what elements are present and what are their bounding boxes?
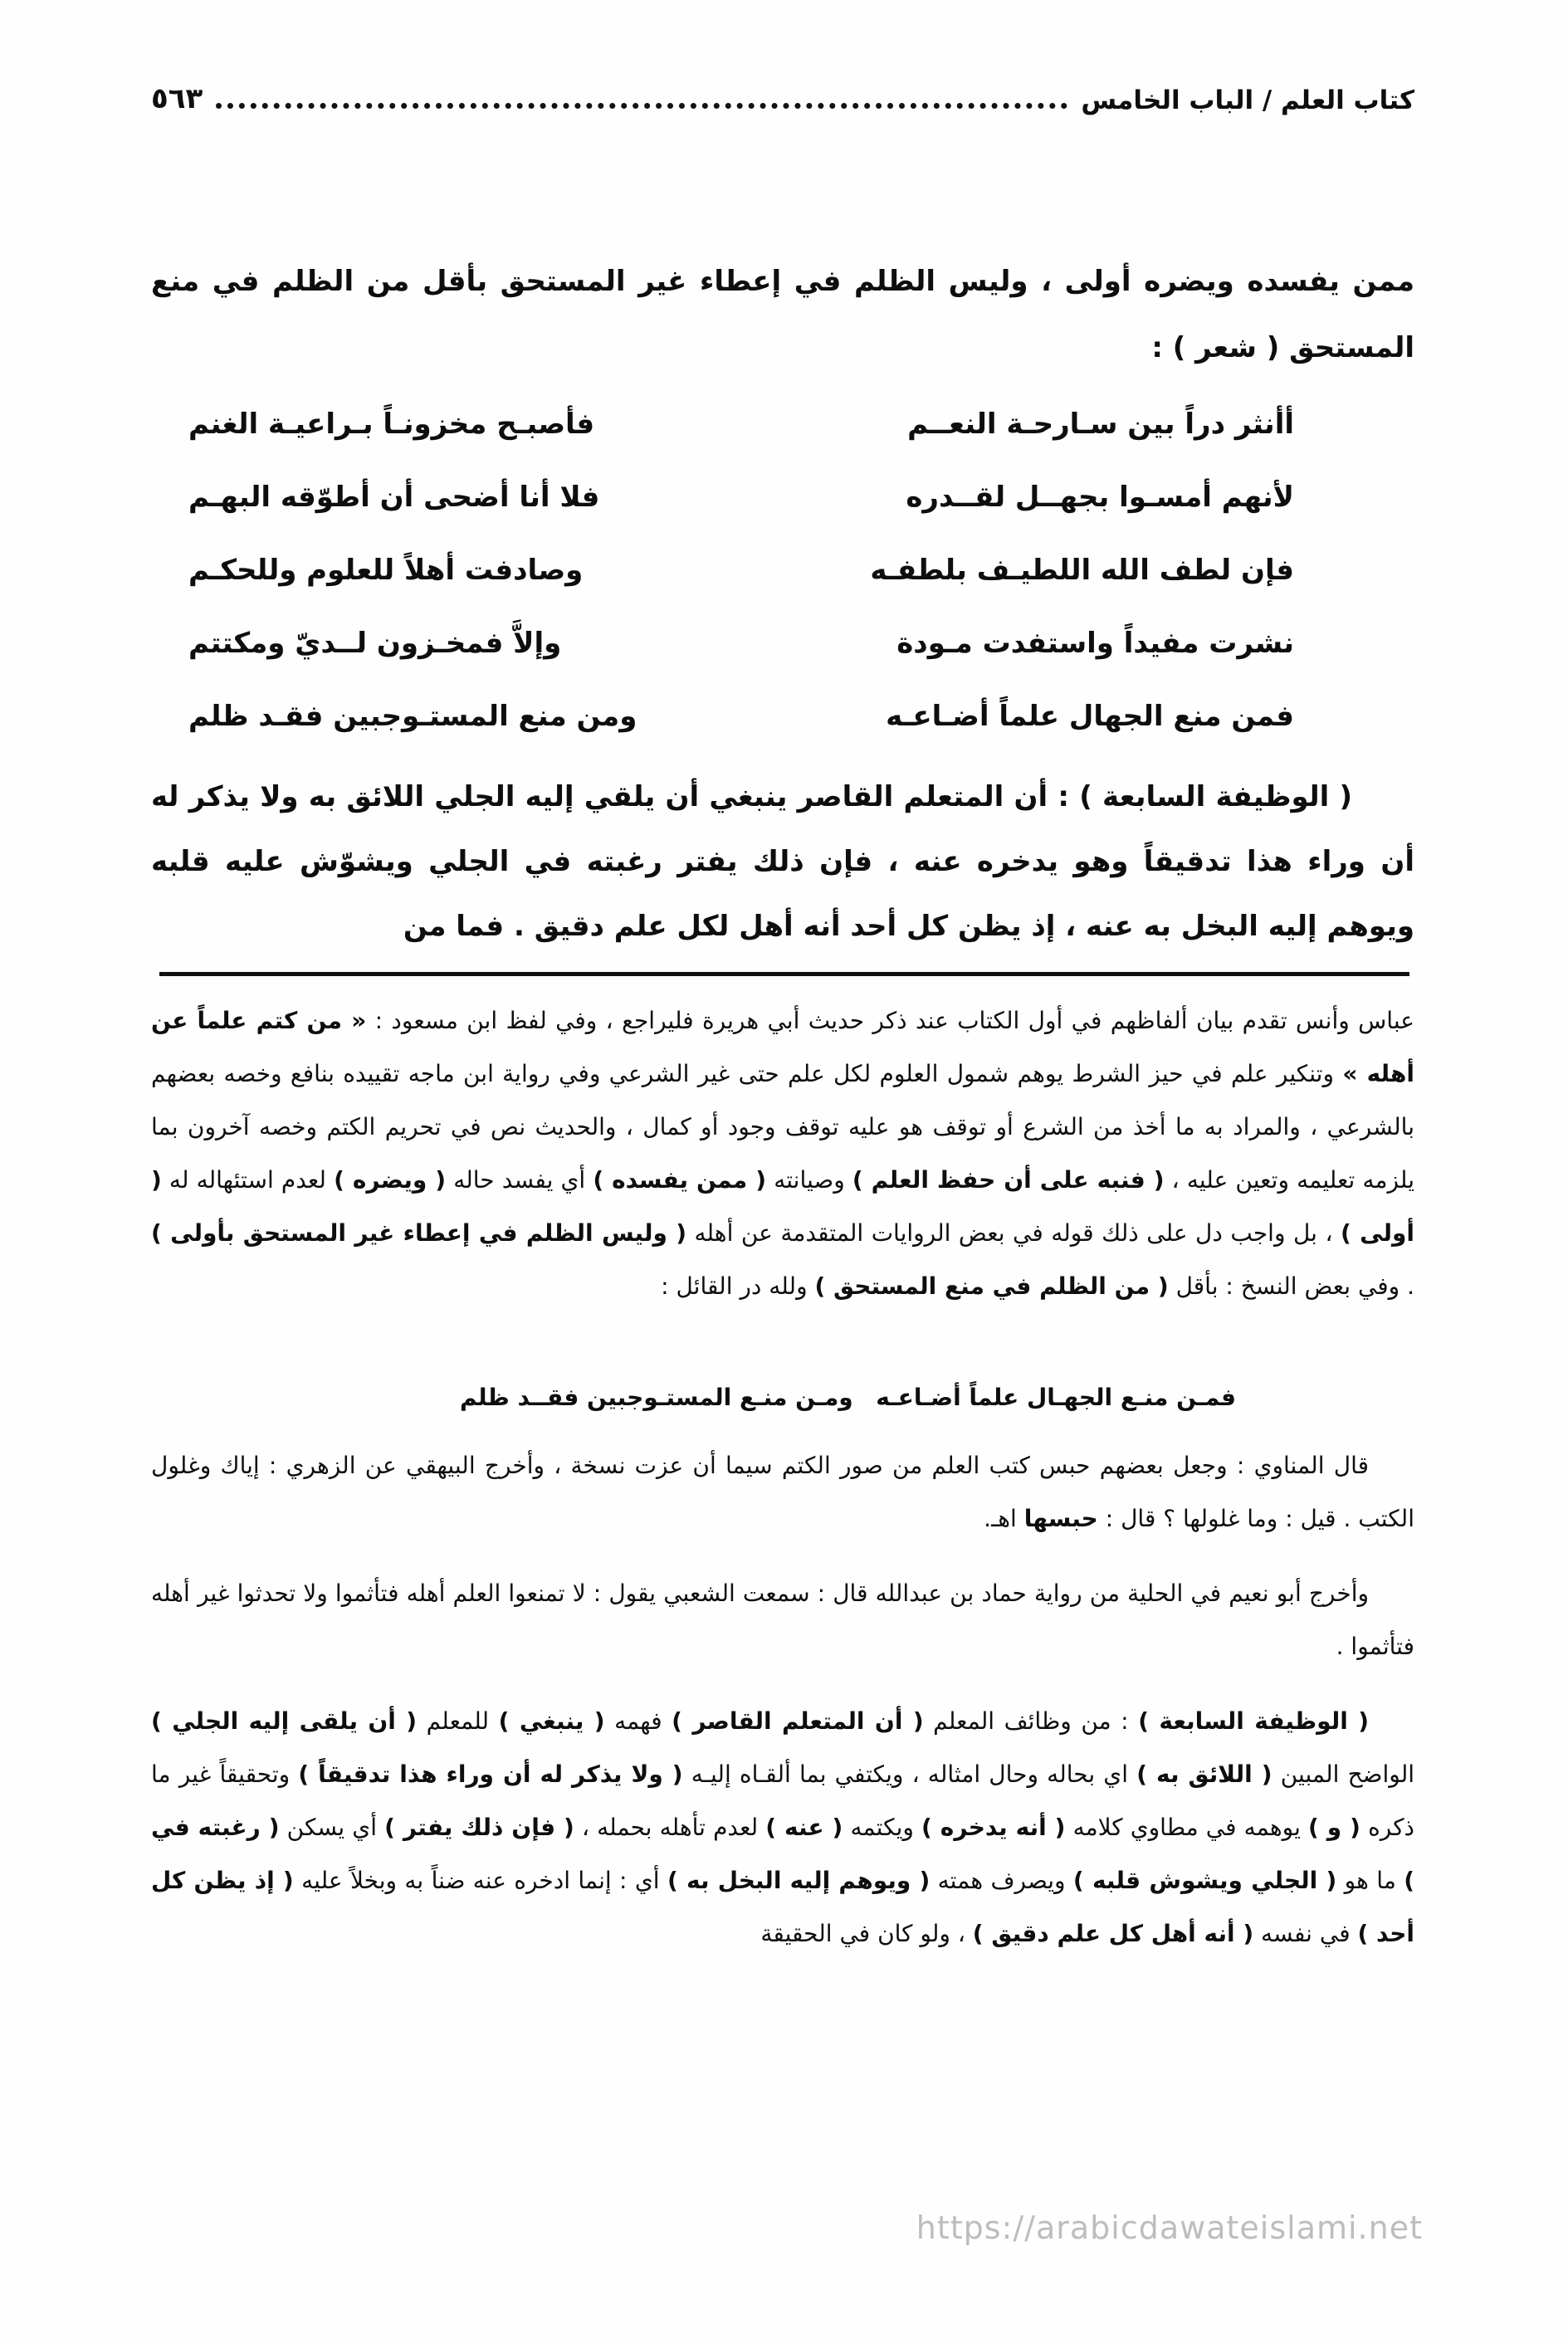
page-number: ٥٦٣	[151, 82, 203, 115]
text-segment: ( أولى )	[151, 1166, 1414, 1247]
text-segment: ( ممن يفسده )	[593, 1166, 767, 1194]
text-segment: ( أنه أهل كل علم دقيق )	[972, 1920, 1254, 1947]
text-segment: لعدم استئهاله له	[161, 1166, 335, 1194]
commentary-verse	[460, 1371, 1236, 1424]
page-content	[151, 0, 1414, 1961]
poetry-couplet	[188, 534, 1294, 607]
text-segment: ، بل واجب دل على ذلك قوله في بعض الروايات المتقدمة عن أهله	[686, 1219, 1341, 1247]
text-segment: ( رغبته في )	[151, 1814, 1414, 1894]
text-segment: فهمه	[604, 1707, 672, 1735]
watermark-url: https://arabicdawateislami.net	[916, 2210, 1423, 2246]
text-segment: ( الوظيفة السابعة )	[1079, 780, 1352, 813]
text-segment: عباس وأنس تقدم بيان ألفاظهم في أول الكتاب عند ذكر حديث أبي هريرة فليراجع ، وفي لفظ ابن مسعود :	[366, 1007, 1414, 1034]
text-segment: ( الوظيفة السابعة )	[1138, 1707, 1370, 1735]
text-segment: ( فنبه على أن حفظ العلم )	[852, 1166, 1165, 1194]
dotted-leader	[216, 102, 1067, 109]
text-segment: . وفي بعض النسخ : بأقل	[1168, 1272, 1414, 1300]
text-segment: أي يسكن	[279, 1814, 385, 1841]
text-segment: : أن المتعلم القاصر ينبغي أن يلقي إليه الجلي اللائق به ولا يذكر له أن وراء هذا تدقيقاً وهو يدخره عنه ، فإن ذلك يفتر رغبته في الجلي ويشوّش عليه قلبه ويوهم إليه البخل به عنه ، إذ يظن كل أحد أنه أهل لكل علم دقيق . فما من	[151, 780, 1414, 943]
poetry-couplet	[188, 461, 1294, 534]
text-segment: ( إذ يظن كل أحد )	[151, 1867, 1414, 1947]
text-segment: ( فإن ذلك يفتر )	[384, 1814, 574, 1841]
text-segment: ( من الظلم في منع المستحق )	[814, 1272, 1169, 1300]
hemistich-left: ومـن منـع المستـوجبين فقــد ظلم	[460, 1384, 853, 1411]
text-segment: في نفسه	[1253, 1920, 1358, 1947]
commentary-paragraph-4	[151, 1695, 1414, 1961]
main-paragraph-1	[151, 248, 1414, 381]
text-segment: ( عنه )	[765, 1814, 843, 1841]
text-segment: وأخرج أبو نعيم في الحلية من رواية حماد بن عبدالله قال : سمعت الشعبي يقول : لا تمنعوا العلم أهله فتأثموا ولا تحدثوا غير أهله فتأثموا .	[151, 1580, 1414, 1660]
hemistich-left: فلا أنا أضحى أن أطوّقه البهـم	[188, 481, 600, 514]
text-segment: يوهمه في مطاوي كلامه	[1065, 1814, 1308, 1841]
text-segment: ما هو	[1336, 1867, 1404, 1894]
text-segment: « من كتم علماً عن أهله »	[151, 1007, 1415, 1087]
hemistich-right: فمن منع الجهال علماً أضـاعـه	[886, 700, 1294, 733]
text-segment: ( ولا يذكر له أن وراء هذا تدقيقاً )	[298, 1760, 683, 1788]
text-segment: أي يفسد حاله	[446, 1166, 593, 1194]
hemistich-left: فأصبـح مخزونـاً بـراعيـة الغنم	[188, 408, 595, 441]
hemistich-left: وإلاَّ فمخـزون لــديّ ومكتتم	[188, 627, 562, 660]
text-segment: لعدم تأهله بحمله ،	[574, 1814, 766, 1841]
poetry-couplet	[188, 388, 1294, 461]
hemistich-right: لأنهم أمسـوا بجهــل لقــدره	[906, 481, 1294, 514]
footnote-separator-rule	[159, 972, 1409, 976]
text-segment: ( ويضره )	[334, 1166, 447, 1194]
text-segment: ويصرف همته	[930, 1867, 1073, 1894]
hemistich-left: وصادفت أهلاً للعلوم وللحكـم	[188, 554, 584, 587]
text-segment: وصيانته	[766, 1166, 852, 1194]
main-paragraph-2	[151, 764, 1414, 959]
text-segment: ( اللائق به )	[1136, 1760, 1272, 1788]
text-segment: اي بحاله وحال امثاله ، ويكتفي بما ألقـاه إليـه	[682, 1760, 1137, 1788]
text-segment: للمعلم	[417, 1707, 499, 1735]
text-segment: الواضح المبين	[1272, 1760, 1415, 1788]
text-segment: حبسها	[1023, 1505, 1098, 1532]
running-head	[151, 71, 1414, 115]
text-segment: ( الجلي ويشوش قلبه )	[1072, 1867, 1337, 1894]
text-segment: ( أنه يدخره )	[921, 1814, 1066, 1841]
text-segment: ويكتمه	[843, 1814, 922, 1841]
text-segment: اهـ.	[984, 1505, 1024, 1532]
commentary-paragraph-2	[151, 1439, 1414, 1546]
text-segment: ولله در القائل :	[661, 1272, 815, 1300]
commentary-paragraph-3	[151, 1567, 1414, 1673]
commentary-paragraph-1	[151, 994, 1414, 1313]
text-segment: ( أن المتعلم القاصر )	[672, 1707, 924, 1735]
hemistich-right: فمـن منـع الجهـال علماً أضـاعـه	[876, 1384, 1236, 1411]
hemistich-right: أأنثر دراً بين سـارحـة النعــم	[907, 408, 1294, 441]
text-segment: ( ويوهم إليه البخل به )	[667, 1867, 931, 1894]
text-segment: ( و )	[1308, 1814, 1360, 1841]
commentary-text	[151, 994, 1414, 1961]
poetry-block	[188, 388, 1294, 753]
text-segment: ( ينبغي )	[498, 1707, 605, 1735]
hemistich-left: ومن منع المستـوجبين فقـد ظلم	[188, 700, 637, 733]
text-segment: وتنكير علم في حيز الشرط يوهم شمول العلوم لكل علم حتى غير الشرعي وفي رواية ابن ماجه تقييده بنافع وخصه بعضهم بالشرعي ، والمراد به ما أخذ من الشرع أو توقف هو عليه توقف وجود أو كمال ، والحديث نص في تحريم الكتم وخصه آخرون بما يلزمه تعليمه وتعين عليه ،	[151, 1060, 1414, 1194]
text-segment: أي : إنما ادخره عنه ضناً به وبخلاً عليه	[293, 1867, 667, 1894]
poetry-couplet	[188, 680, 1294, 753]
text-segment: قال المناوي : وجعل بعضهم حبس كتب العلم من صور الكتم سيما أن عزت نسخة ، وأخرج البيهقي عن الزهري : إياك وغلول الكتب . قيل : وما غلولها ؟ قال :	[151, 1452, 1414, 1532]
text-segment: ممن يفسده ويضره أولى ، وليس الظلم في إعطاء غير المستحق بأقل من الظلم في منع المستحق ( شعر ) :	[151, 265, 1414, 364]
text-segment: ( وليس الظلم في إعطاء غير المستحق بأولى )	[151, 1219, 687, 1247]
text-segment: : من وظائف المعلم	[923, 1707, 1139, 1735]
main-text	[151, 248, 1414, 959]
text-segment: ( أن يلقى إليه الجلي )	[151, 1707, 418, 1735]
poetry-couplet	[188, 607, 1294, 680]
hemistich-right: فإن لطف الله اللطيـف بلطفـه	[870, 554, 1294, 587]
text-segment: ، ولو كان في الحقيقة	[760, 1920, 973, 1947]
running-head-title: كتاب العلم / الباب الخامس	[1081, 85, 1414, 115]
text-segment: وتحقيقاً غير ما ذكره	[151, 1760, 1414, 1841]
hemistich-right: نشرت مفيداً واستفدت مـودة	[896, 627, 1294, 660]
